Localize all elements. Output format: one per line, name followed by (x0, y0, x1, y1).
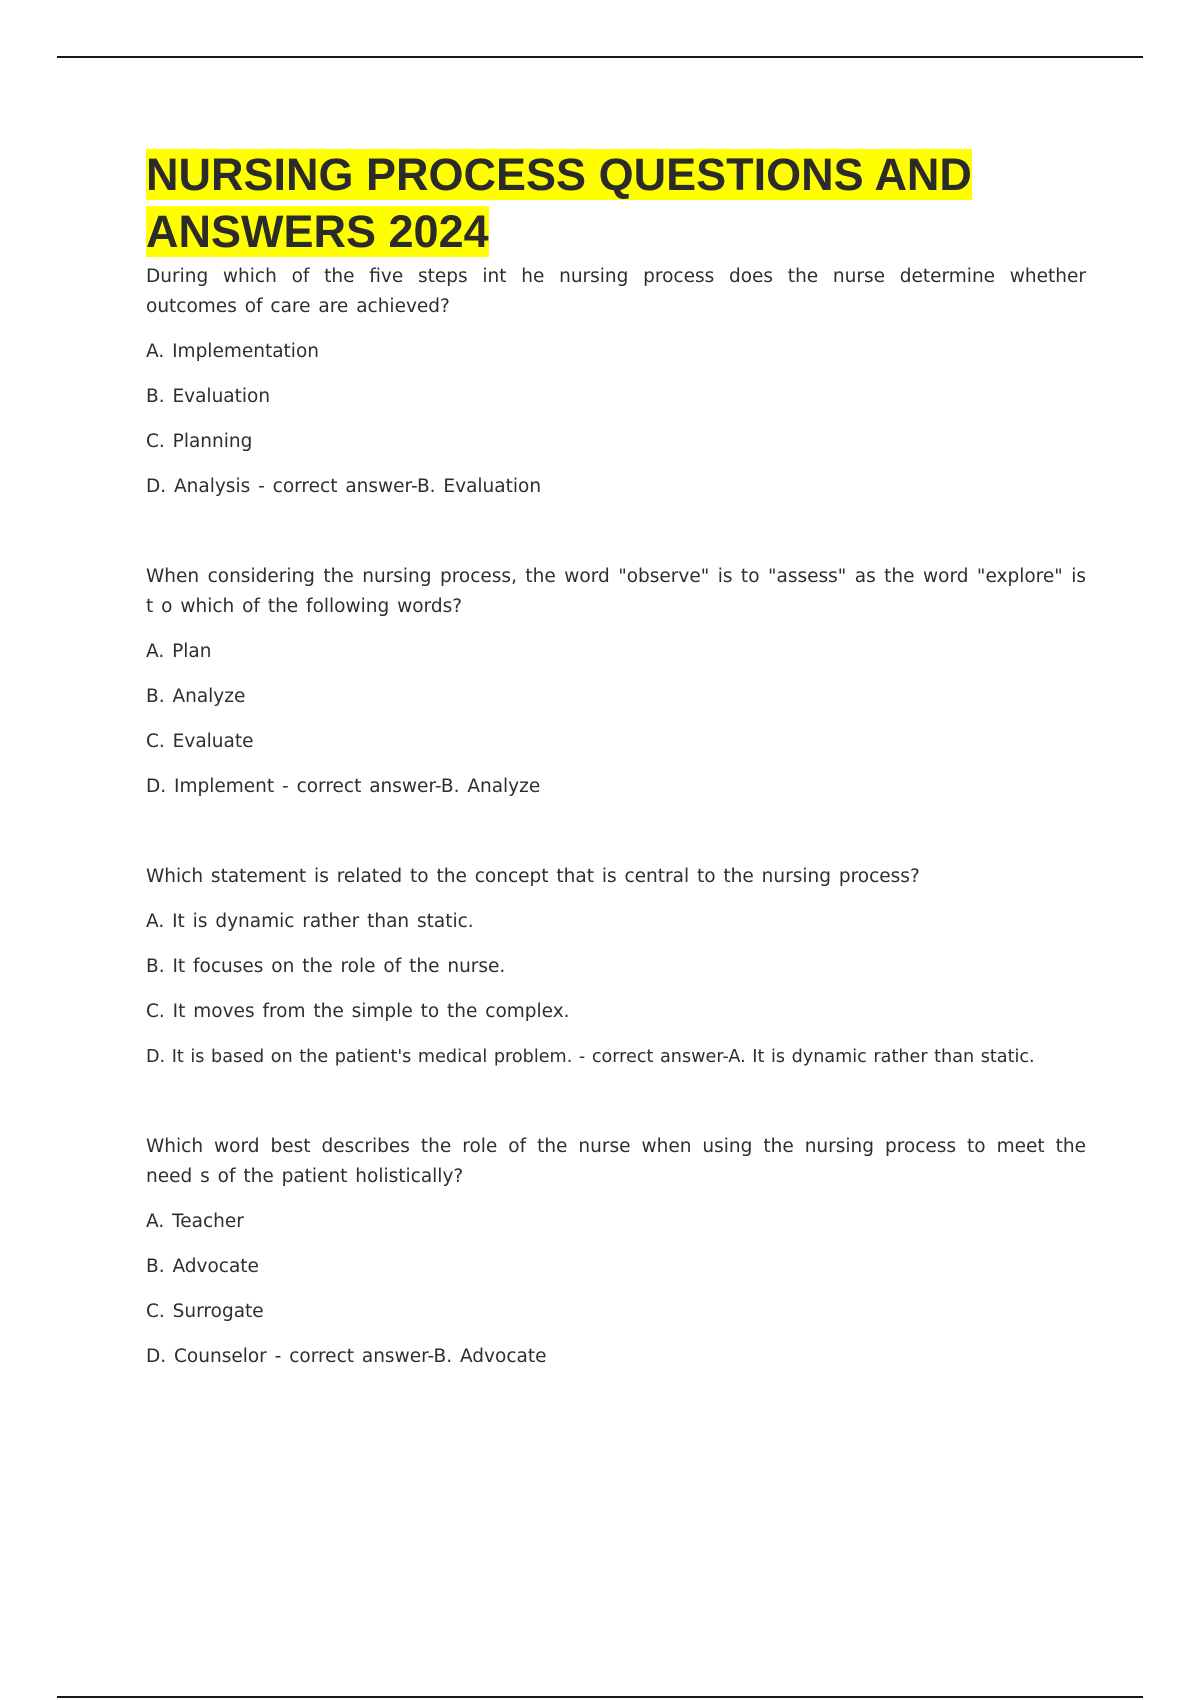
question-block (146, 562, 1086, 802)
answer-option: C. Planning (146, 431, 253, 452)
document-body (146, 146, 1086, 1372)
answer-option: B. Advocate (146, 1256, 259, 1277)
answer-option: D. Analysis - correct answer-B. Evaluation (146, 476, 542, 497)
question-text: During which of the five steps int he nursing process does the nurse determine whether outcomes of care are achieved? (146, 266, 1086, 317)
answer-option: B. Analyze (146, 686, 246, 707)
answer-options (146, 1207, 1086, 1372)
question-block (146, 262, 1086, 502)
question-text: When considering the nursing process, the word "observe" is to "assess" as the word "explore" is t o which of the following words? (146, 566, 1086, 617)
answer-option: A. It is dynamic rather than static. (146, 911, 474, 932)
answer-option: C. It moves from the simple to the complex. (146, 1001, 570, 1022)
answer-option: B. It focuses on the role of the nurse. (146, 956, 506, 977)
question-text: Which word best describes the role of the nurse when using the nursing process to meet the need s of the patient holistically? (146, 1136, 1086, 1187)
answer-option: C. Surrogate (146, 1301, 264, 1322)
answer-option: D. Counselor - correct answer-B. Advocate (146, 1346, 547, 1367)
question-block (146, 1132, 1086, 1372)
answer-options (146, 907, 1086, 1072)
answer-option: A. Implementation (146, 341, 319, 362)
answer-option: D. It is based on the patient's medical problem. - correct answer-A. It is dynamic rather than static. (146, 1047, 1035, 1067)
title-highlight: NURSING PROCESS QUESTIONS AND ANSWERS 2024 (146, 149, 972, 257)
answer-options (146, 637, 1086, 802)
question-text: Which statement is related to the concept that is central to the nursing process? (146, 866, 920, 887)
top-divider (57, 56, 1143, 58)
question-block (146, 862, 1086, 1072)
answer-option: A. Teacher (146, 1211, 244, 1232)
answer-option: B. Evaluation (146, 386, 271, 407)
document-title (146, 146, 1086, 260)
answer-option: A. Plan (146, 641, 212, 662)
answer-option: C. Evaluate (146, 731, 254, 752)
answer-option: D. Implement - correct answer-B. Analyze (146, 776, 541, 797)
bottom-divider (57, 1696, 1143, 1698)
answer-options (146, 337, 1086, 502)
